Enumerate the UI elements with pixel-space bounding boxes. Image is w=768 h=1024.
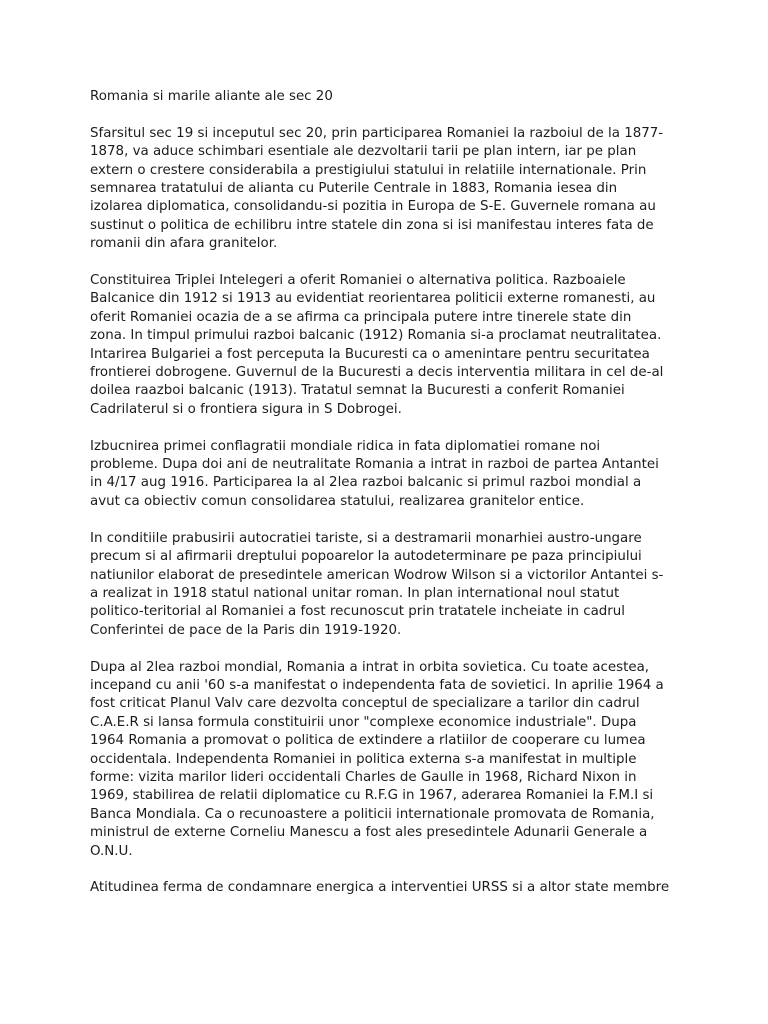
paragraph-line: romanii din afara granitelor. [90,236,278,252]
paragraph-line: 1969, stabilirea de relatii diplomatice cu R.F.G in 1967, aderarea Romaniei la F.M.I si [90,788,654,804]
paragraph-line: incepand cu anii '60 s-a manifestat o independenta fata de sovietici. In aprilie 1964 a [90,677,664,693]
paragraph-line: In conditiile prabusirii autocratiei tariste, si a destramarii monarhiei austro-ungare [90,530,642,546]
paragraph-line: politico-teritorial al Romaniei a fost recunoscut prin tratatele incheiate in cadrul [90,604,626,620]
paragraph-line: Banca Mondiala. Ca o recunoastere a politicii internationale promovata de Romania, [90,806,655,822]
paragraph-line: Intarirea Bulgariei a fost perceputa la Bucuresti ca o amenintare pentru securitatea [90,346,650,362]
paragraph [90,879,690,897]
paragraph-list [90,125,690,898]
paragraph-line: Conferintei de pace de la Paris din 1919-1920. [90,622,402,638]
paragraph-line: C.A.E.R si lansa formula constituirii unor "complexe economice industriale". Dupa [90,714,637,730]
paragraph-line: zona. In timpul primului razboi balcanic (1912) Romania si-a proclamat neutralitatea. [90,328,662,344]
paragraph-line: Balcanice din 1912 si 1913 au evidentiat reorientarea politicii externe romanesti, au [90,291,656,307]
paragraph-line: Sfarsitul sec 19 si inceputul sec 20, prin participarea Romaniei la razboiul de la 1877- [90,125,664,141]
paragraph-line: 1964 Romania a promovat o politica de extindere a rlatiilor de cooperare cu lumea [90,733,646,749]
paragraph-line: 1878, va aduce schimbari esentiale ale dezvoltarii tarii pe plan intern, iar pe plan [90,144,637,160]
paragraph-line: ministrul de externe Corneliu Manescu a fost ales presedintele Adunarii Generale a [90,825,648,841]
paragraph-line: forme: vizita marilor lideri occidentali Charles de Gaulle in 1968, Richard Nixon in [90,769,637,785]
paragraph-line: izolarea diplomatica, consolidandu-si pozitia in Europa de S-E. Guvernele romana au [90,199,656,215]
paragraph-line: Atitudinea ferma de condamnare energica a interventiei URSS si a altor state membre [90,880,670,896]
document-body [90,88,690,916]
paragraph-line: oferit Romaniei ocazia de a se afirma ca principala putere intre tinerele state din [90,309,632,325]
document-title: Romania si marile aliante ale sec 20 [90,89,333,104]
paragraph-line: Constituirea Triplei Intelegeri a oferit Romaniei o alternativa politica. Razboaiele [90,273,626,289]
paragraph-line: doilea raazboi balcanic (1913). Tratatul semnat la Bucuresti a conferit Romaniei [90,383,625,399]
paragraph-line: avut ca obiectiv comun consolidarea statului, realizarea granitelor entice. [90,493,585,509]
paragraph-line: precum si al afirmarii dreptului popoarelor la autodeterminare pe paza principiului [90,549,642,565]
paragraph-line: Cadrilaterul si o frontiera sigura in S Dobrogei. [90,401,402,417]
paragraph-line: a realizat in 1918 statul national unitar roman. In plan international noul statut [90,585,620,601]
paragraph [90,272,690,419]
paragraph-line: Izbucnirea primei conflagratii mondiale ridica in fata diplomatiei romane noi [90,438,601,454]
paragraph [90,659,690,861]
paragraph-line: O.N.U. [90,843,133,859]
paragraph-line: frontierei dobrogene. Guvernul de la Bucuresti a decis interventia militara in cel de-al [90,365,664,381]
paragraph-line: extern o crestere considerabila a prestigiului statului in relatiile internationale. Prin [90,162,647,178]
paragraph [90,438,690,512]
paragraph-line: Dupa al 2lea razboi mondial, Romania a intrat in orbita sovietica. Cu toate acestea, [90,659,650,675]
paragraph [90,530,690,640]
paragraph [90,125,690,254]
paragraph-line: semnarea tratatului de alianta cu Puterile Centrale in 1883, Romania iesea din [90,181,618,197]
paragraph-line: fost criticat Planul Valv care dezvolta conceptul de specializare a tarilor din cadrul [90,696,640,712]
paragraph-line: occidentala. Independenta Romaniei in politica externa s-a manifestat in multiple [90,751,637,767]
paragraph-line: in 4/17 aug 1916. Participarea la al 2lea razboi balcanic si primul razboi mondial a [90,475,642,491]
paragraph-line: natiunilor elaborat de presedintele american Wodrow Wilson si a victorilor Antantei s- [90,567,664,583]
paragraph-line: sustinut o politica de echilibru intre statele din zona si isi manifestau interes fata de [90,217,654,233]
paragraph-line: probleme. Dupa doi ani de neutralitate Romania a intrat in razboi de partea Antantei [90,457,659,473]
